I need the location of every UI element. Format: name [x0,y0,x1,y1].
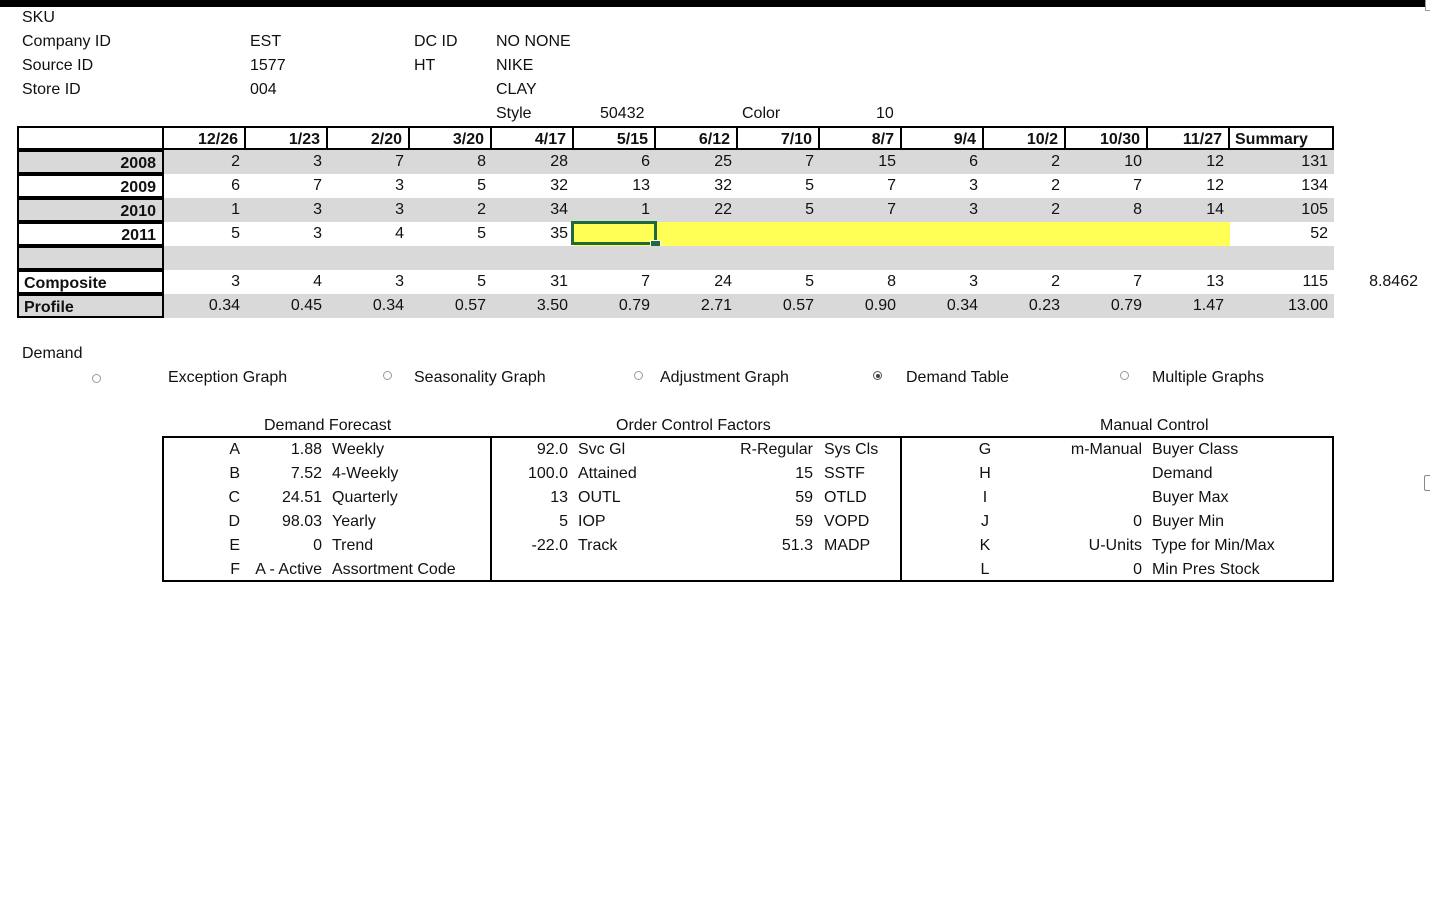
grid-cell[interactable]: 3 [313,153,322,170]
composite-cell[interactable]: 3 [395,273,404,290]
grid-cell[interactable] [738,222,820,246]
grid-cell[interactable]: 7 [887,201,896,218]
manual-value[interactable]: m-Manual [1070,441,1142,458]
color-label: Color [742,105,781,122]
period-column-header[interactable]: 5/15 [572,126,656,150]
composite-cell[interactable]: 7 [641,273,650,290]
year-row-label[interactable]: 2010 [17,198,164,222]
scroll-edge-handle[interactable] [1424,475,1430,491]
period-column-header[interactable]: 7/10 [736,126,820,150]
manual-key: H [979,465,991,482]
grid-cell[interactable] [1148,222,1230,246]
grid-cell[interactable]: 12 [1206,153,1224,170]
grid-cell[interactable]: 5 [805,177,814,194]
order-label: IOP [578,513,606,530]
profile-cell[interactable]: 0.79 [618,297,650,314]
manual-key: L [980,561,990,578]
forecast-key: A [229,441,240,458]
grid-cell[interactable]: 3 [969,177,978,194]
grid-cell[interactable]: 3 [969,201,978,218]
grid-cell[interactable]: 32 [550,177,568,194]
grid-cell[interactable]: 7 [887,177,896,194]
year-row-label[interactable]: 2009 [17,174,164,198]
grid-cell[interactable]: 5 [805,201,814,218]
grid-cell[interactable]: 7 [313,177,322,194]
profile-cell[interactable]: 0.79 [1110,297,1142,314]
demand-forecast-title: Demand Forecast [264,417,392,434]
grid-cell[interactable] [820,222,902,246]
year-row-label[interactable]: 2008 [17,150,164,174]
profile-cell[interactable]: 0.90 [864,297,896,314]
profile-cell[interactable]: 0.23 [1028,297,1060,314]
forecast-key: B [229,465,240,482]
company-id-label: Company ID [22,33,111,50]
order-label: OUTL [578,489,621,506]
grid-cell[interactable]: 1 [641,201,650,218]
grid-cell[interactable]: 25 [714,153,732,170]
order-label: Sys Cls [824,441,879,458]
period-column-header[interactable]: 8/7 [818,126,902,150]
period-column-header[interactable]: 9/4 [900,126,984,150]
manual-key: K [979,537,991,554]
composite-cell[interactable]: 31 [550,273,568,290]
manual-value[interactable]: U-Units [1088,537,1142,554]
manual-desc: Type for Min/Max [1152,537,1275,554]
forecast-desc: Yearly [332,513,376,530]
grid-cell[interactable]: 7 [805,153,814,170]
composite-extra-value: 8.8462 [1369,273,1418,290]
grid-cell[interactable] [902,222,984,246]
order-label: SSTF [824,465,865,482]
forecast-desc: Assortment Code [332,561,456,578]
ht-label: HT [414,57,436,74]
grid-corner-cell[interactable] [17,126,164,150]
forecast-desc: Weekly [332,441,385,458]
order-label: Track [578,537,618,554]
profile-cell[interactable]: 0.34 [208,297,240,314]
store-id-value: 004 [250,81,277,98]
order-control-title: Order Control Factors [616,417,771,434]
grid-cell[interactable]: 134 [1301,177,1328,194]
forecast-value[interactable]: 98.03 [281,513,322,530]
grid-cell[interactable]: 6 [231,177,240,194]
source-id-label: Source ID [22,57,94,74]
dc-id-label: DC ID [414,33,458,50]
composite-cell[interactable]: 13 [1206,273,1224,290]
order-label: MADP [824,537,871,554]
manual-value[interactable] [1040,486,1142,510]
grid-cell[interactable]: 13 [632,177,650,194]
grid-cell[interactable] [656,222,738,246]
composite-cell[interactable]: 7 [1133,273,1142,290]
composite-cell[interactable]: 4 [313,273,322,290]
grid-cell[interactable] [1066,222,1148,246]
blank-row-label[interactable] [17,246,164,270]
order-value[interactable]: 100.0 [527,465,568,482]
grid-cell[interactable]: 3 [395,177,404,194]
order-value[interactable]: 92.0 [536,441,568,458]
forecast-key: F [230,561,240,578]
blank-row [164,246,1334,270]
period-column-header[interactable]: 12/26 [162,126,246,150]
grid-cell[interactable]: 15 [878,153,896,170]
profile-cell[interactable]: 0.34 [946,297,978,314]
period-column-header[interactable]: 1/23 [244,126,328,150]
radio-button[interactable] [634,371,643,380]
manual-key: G [978,441,992,458]
grid-cell[interactable]: 3 [313,225,322,242]
grid-cell[interactable]: 52 [1310,225,1328,242]
radio-button[interactable] [873,371,882,380]
grid-cell[interactable]: 3 [395,201,404,218]
grid-cell[interactable]: 35 [550,225,568,242]
grid-cell[interactable]: 105 [1301,201,1328,218]
profile-cell[interactable]: 0.34 [372,297,404,314]
composite-cell[interactable]: 115 [1302,273,1328,290]
forecast-value[interactable]: A - Active [255,561,322,578]
radio-option-label[interactable]: Demand Table [906,369,1009,386]
manual-key: J [981,513,989,530]
forecast-value[interactable]: 7.52 [290,465,322,482]
grid-cell[interactable]: 6 [641,153,650,170]
radio-option-label[interactable]: Exception Graph [168,369,288,386]
radio-button[interactable] [383,371,392,380]
order-value[interactable]: 15 [795,465,813,482]
manual-control-title: Manual Control [1100,417,1209,434]
order-value[interactable]: 59 [795,489,813,506]
order-value[interactable]: 51.3 [781,537,813,554]
manual-value[interactable] [1040,462,1142,486]
grid-cell[interactable]: 12 [1206,177,1224,194]
demand-label: Demand [22,345,83,362]
profile-cell[interactable]: 0.57 [454,297,486,314]
order-label: Svc Gl [578,441,626,458]
grid-cell[interactable]: 2 [1051,153,1060,170]
manual-desc: Buyer Class [1152,441,1239,458]
radio-option-label[interactable]: Seasonality Graph [414,369,546,386]
composite-cell[interactable]: 3 [231,273,240,290]
period-column-header[interactable]: 11/27 [1146,126,1230,150]
grid-cell[interactable]: 4 [395,225,404,242]
order-label: VOPD [824,513,870,530]
year-row-label[interactable]: 2011 [17,222,164,246]
manual-key: I [982,489,988,506]
period-column-header[interactable]: 10/30 [1064,126,1148,150]
scroll-edge-marker [1425,0,1430,11]
profile-row-label[interactable]: Profile [17,294,164,318]
grid-cell[interactable]: 10 [1124,153,1142,170]
manual-desc: Min Pres Stock [1152,561,1260,578]
company-id-value: EST [250,33,282,50]
period-column-header[interactable]: 3/20 [408,126,492,150]
forecast-value[interactable]: 24.51 [281,489,322,506]
period-column-header[interactable]: 6/12 [654,126,738,150]
style-value: 50432 [600,105,645,122]
grid-cell[interactable]: 28 [550,153,568,170]
forecast-key: E [229,537,240,554]
grid-cell[interactable]: 7 [1133,177,1142,194]
grid-cell[interactable]: 1 [231,201,240,218]
composite-cell[interactable]: 5 [477,273,486,290]
grid-cell[interactable]: 22 [714,201,732,218]
selected-cell[interactable] [571,221,657,245]
grid-cell[interactable]: 2 [477,201,486,218]
composite-cell[interactable]: 24 [714,273,732,290]
order-value[interactable]: 13 [550,489,568,506]
forecast-desc: Quarterly [332,489,398,506]
composite-cell[interactable]: 5 [805,273,814,290]
period-column-header[interactable]: 10/2 [982,126,1066,150]
forecast-value[interactable]: 1.88 [290,441,322,458]
composite-cell[interactable]: 3 [969,273,978,290]
period-column-header[interactable]: 2/20 [326,126,410,150]
radio-button[interactable] [1120,371,1129,380]
grid-cell[interactable]: 5 [477,225,486,242]
manual-value[interactable]: 0 [1133,513,1142,530]
forecast-key: C [228,489,240,506]
forecast-desc: Trend [332,537,374,554]
grid-cell[interactable]: 2 [231,153,240,170]
grid-cell[interactable]: 5 [477,177,486,194]
grid-cell[interactable]: 6 [969,153,978,170]
order-value[interactable]: 5 [559,513,568,530]
grid-cell[interactable]: 2 [1051,177,1060,194]
profile-cell[interactable]: 1.47 [1192,297,1224,314]
profile-cell[interactable]: 13.00 [1287,297,1328,314]
grid-cell[interactable]: 32 [714,177,732,194]
manual-desc: Buyer Max [1152,489,1229,506]
order-value[interactable]: 59 [795,513,813,530]
ht-value: NIKE [496,57,534,74]
forecast-key: D [228,513,240,530]
forecast-desc: 4-Weekly [332,465,399,482]
composite-cell[interactable]: 2 [1051,273,1060,290]
item-description: CLAY [496,81,537,98]
style-label: Style [496,105,532,122]
manual-value[interactable]: 0 [1133,561,1142,578]
forecast-value[interactable]: 0 [313,537,322,554]
period-column-header[interactable]: 4/17 [490,126,574,150]
source-id-value: 1577 [250,57,286,74]
order-value[interactable]: R-Regular [740,441,813,458]
grid-cell[interactable]: 5 [231,225,240,242]
order-label: Attained [578,465,637,482]
radio-option-label[interactable]: Adjustment Graph [660,369,789,386]
grid-cell[interactable]: 131 [1301,153,1328,170]
radio-option-label[interactable]: Multiple Graphs [1152,369,1265,386]
sku-label: SKU [22,9,55,26]
store-id-label: Store ID [22,81,81,98]
manual-desc: Buyer Min [1152,513,1225,530]
color-value: 10 [876,105,894,122]
grid-cell[interactable]: 2 [1051,201,1060,218]
profile-cell[interactable]: 0.57 [782,297,814,314]
grid-cell[interactable]: 3 [313,201,322,218]
grid-cell[interactable] [984,222,1066,246]
manual-desc: Demand [1152,465,1213,482]
profile-cell[interactable]: 3.50 [536,297,568,314]
dc-id-value: NO NONE [496,33,571,50]
profile-cell[interactable]: 2.71 [700,297,732,314]
grid-cell[interactable]: 14 [1206,201,1224,218]
summary-column-header[interactable]: Summary [1228,126,1334,150]
grid-cell[interactable]: 7 [395,153,404,170]
radio-button[interactable] [92,374,101,383]
top-border-bar [0,0,1425,7]
order-label: OTLD [824,489,867,506]
composite-row-label[interactable]: Composite [17,270,164,294]
grid-cell[interactable]: 34 [550,201,568,218]
order-value[interactable]: -22.0 [531,537,568,554]
composite-cell[interactable]: 8 [887,273,896,290]
grid-cell[interactable]: 8 [477,153,486,170]
grid-cell[interactable]: 8 [1133,201,1142,218]
profile-cell[interactable]: 0.45 [290,297,322,314]
